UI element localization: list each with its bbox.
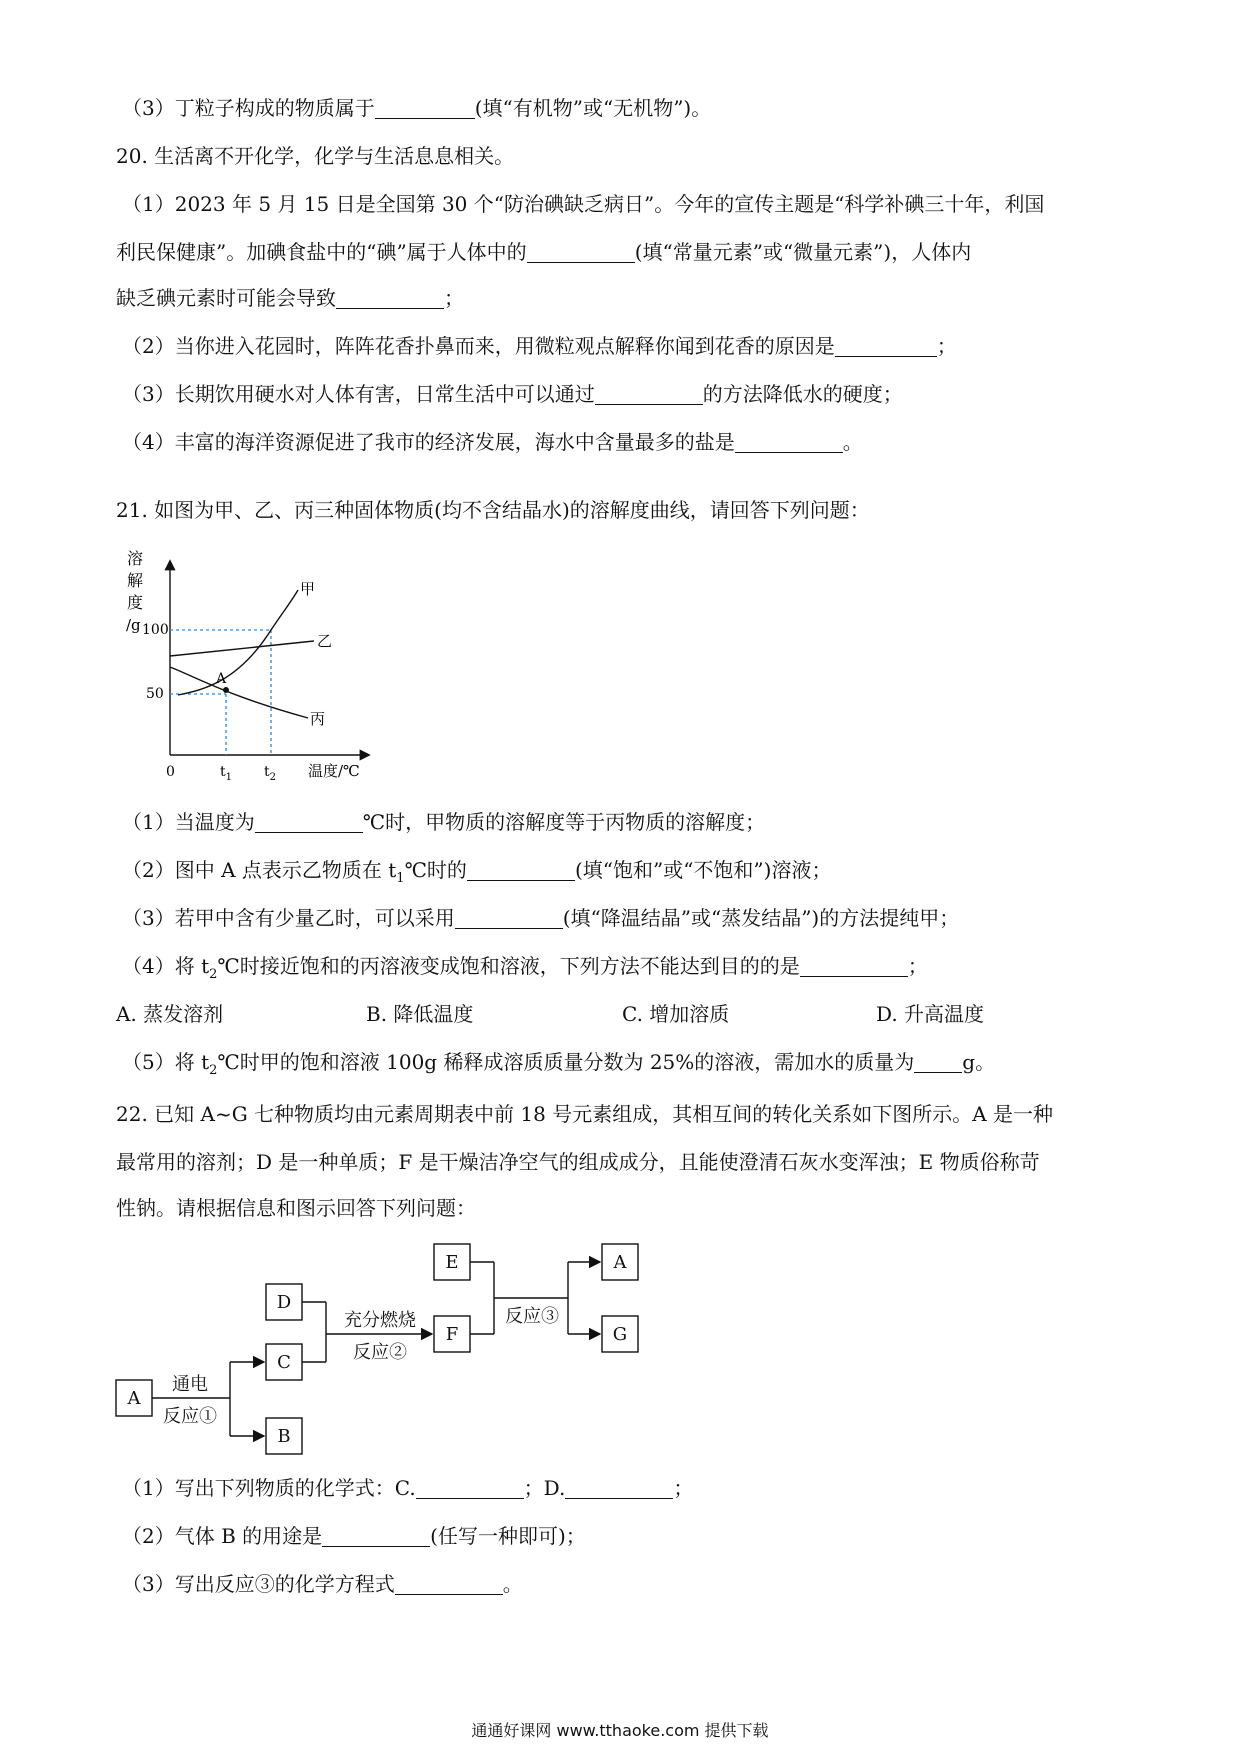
q20-part1-line3: 缺乏碘元素时可能会导致 ； xyxy=(116,286,464,310)
q21-part5: （5）将 $t_2℃$时甲的饱和溶液 100g 稀释成溶质质量分数为 25%的溶液，需加水的质量为 g。 xyxy=(122,1050,996,1078)
answer-blank[interactable] xyxy=(375,100,475,119)
answer-blank[interactable] xyxy=(467,862,575,881)
box-f-label: F xyxy=(445,1324,459,1345)
y-axis-label-2: 解 xyxy=(127,571,144,590)
q22-stem-line3: 性钠。请根据信息和图示回答下列问题： xyxy=(116,1196,476,1220)
answer-blank[interactable] xyxy=(800,958,908,977)
option-a[interactable]: A. 蒸发溶剂 xyxy=(116,1002,224,1026)
box-b-label: B xyxy=(277,1426,291,1447)
series-label-bing: 丙 xyxy=(310,710,326,728)
y-axis-label-4: /g xyxy=(126,616,141,634)
answer-blank[interactable] xyxy=(735,434,843,453)
answer-blank[interactable] xyxy=(914,1054,962,1073)
answer-blank[interactable] xyxy=(416,1480,524,1499)
reaction3-label: 反应③ xyxy=(505,1306,559,1327)
reaction1-bottom: 反应① xyxy=(163,1406,217,1427)
q20-part1-line2: 利民保健康”。加碘食盐中的“碘”属于人体中的 (填“常量元素”或“微量元素”)，人体内 xyxy=(116,240,972,264)
answer-blank[interactable] xyxy=(255,814,363,833)
reaction2-top: 充分燃烧 xyxy=(344,1310,416,1331)
q19-part3: （3）丁粒子构成的物质属于 (填“有机物”或“无机物”)。 xyxy=(122,96,712,120)
box-d-label: D xyxy=(276,1292,292,1313)
q22-part2: （2）气体 B 的用途是 (任写一种即可)； xyxy=(122,1524,586,1548)
y-tick-100: 100 xyxy=(142,622,169,638)
y-tick-50: 50 xyxy=(146,686,164,702)
answer-blank[interactable] xyxy=(322,1528,430,1547)
x-tick-0: 0 xyxy=(166,764,175,780)
answer-blank[interactable] xyxy=(455,910,563,929)
reaction1-top: 通电 xyxy=(172,1374,208,1395)
box-g-label: G xyxy=(612,1324,628,1345)
answer-blank[interactable] xyxy=(565,1480,673,1499)
option-d[interactable]: D. 升高温度 xyxy=(876,1002,985,1026)
answer-blank[interactable] xyxy=(395,1576,503,1595)
q21-part4: （4）将 $t_2℃$时接近饱和的丙溶液变成饱和溶液，下列方法不能达到目的的是 ； xyxy=(122,954,928,982)
solubility-curve-chart xyxy=(118,550,388,780)
q22-part1: （1）写出下列物质的化学式：C. ；D. ； xyxy=(122,1476,694,1500)
page-footer: 通通好课网 www.tthaoke.com 提供下载 xyxy=(471,1721,769,1740)
q20-stem: 20. 生活离不开化学，化学与生活息息相关。 xyxy=(116,144,515,168)
y-axis-label-3: 度 xyxy=(127,593,144,612)
q20-part2: （2）当你进入花园时，阵阵花香扑鼻而来，用微粒观点解释你闻到花香的原因是 ； xyxy=(122,334,957,358)
q20-part4: （4）丰富的海洋资源促进了我市的经济发展，海水中含量最多的盐是 。 xyxy=(122,430,863,454)
answer-blank[interactable] xyxy=(835,338,937,357)
option-c[interactable]: C. 增加溶质 xyxy=(622,1002,730,1026)
box-e-label: E xyxy=(445,1252,459,1273)
x-axis-label: 温度/℃ xyxy=(308,762,360,780)
reaction-flow-diagram xyxy=(112,1240,652,1460)
q22-stem-line2: 最常用的溶剂；D 是一种单质；F 是干燥洁净空气的组成成分，且能使澄清石灰水变浑浊；E 物质俗称苛 xyxy=(116,1150,1040,1174)
answer-blank[interactable] xyxy=(595,386,703,405)
y-axis-label-1: 溶 xyxy=(127,550,144,568)
x-tick-t2: $t_2$ xyxy=(264,764,277,780)
curve-yi xyxy=(170,641,314,656)
answer-blank[interactable] xyxy=(527,244,635,263)
reaction2-bottom: 反应② xyxy=(353,1342,407,1363)
box-a2-label: A xyxy=(613,1252,627,1273)
q21-part1: （1）当温度为 ℃时，甲物质的溶解度等于丙物质的溶解度； xyxy=(122,810,766,834)
option-b[interactable]: B. 降低温度 xyxy=(366,1002,474,1026)
series-label-jia: 甲 xyxy=(300,580,316,598)
q22-stem-line1: 22. 已知 A~G 七种物质均由元素周期表中前 18 号元素组成，其相互间的转化关系如下图所示。A 是一种 xyxy=(116,1102,1054,1126)
curve-jia xyxy=(178,590,298,695)
answer-blank[interactable] xyxy=(336,290,444,309)
q21-part3: （3）若甲中含有少量乙时，可以采用 (填“降温结晶”或“蒸发结晶”)的方法提纯甲； xyxy=(122,906,960,930)
box-a-label: A xyxy=(127,1388,141,1409)
series-label-yi: 乙 xyxy=(317,632,333,650)
q20-part1-line1: （1）2023 年 5 月 15 日是全国第 30 个“防治碘缺乏病日”。今年的宣传主题是“科学补碘三十年，利国 xyxy=(122,192,1045,216)
q21-part2: （2）图中 A 点表示乙物质在 $t_1℃$时的 (填“饱和”或“不饱和”)溶液； xyxy=(122,858,832,886)
box-c-label: C xyxy=(277,1352,291,1373)
q21-stem: 21. 如图为甲、乙、丙三种固体物质(均不含结晶水)的溶解度曲线，请回答下列问题： xyxy=(116,498,870,522)
point-a-label: A xyxy=(216,671,227,687)
q20-part3: （3）长期饮用硬水对人体有害，日常生活中可以通过 的方法降低水的硬度； xyxy=(122,382,903,406)
point-a xyxy=(223,687,229,693)
x-tick-t1: $t_1$ xyxy=(220,764,233,780)
q22-part3: （3）写出反应③的化学方程式 。 xyxy=(122,1572,523,1596)
